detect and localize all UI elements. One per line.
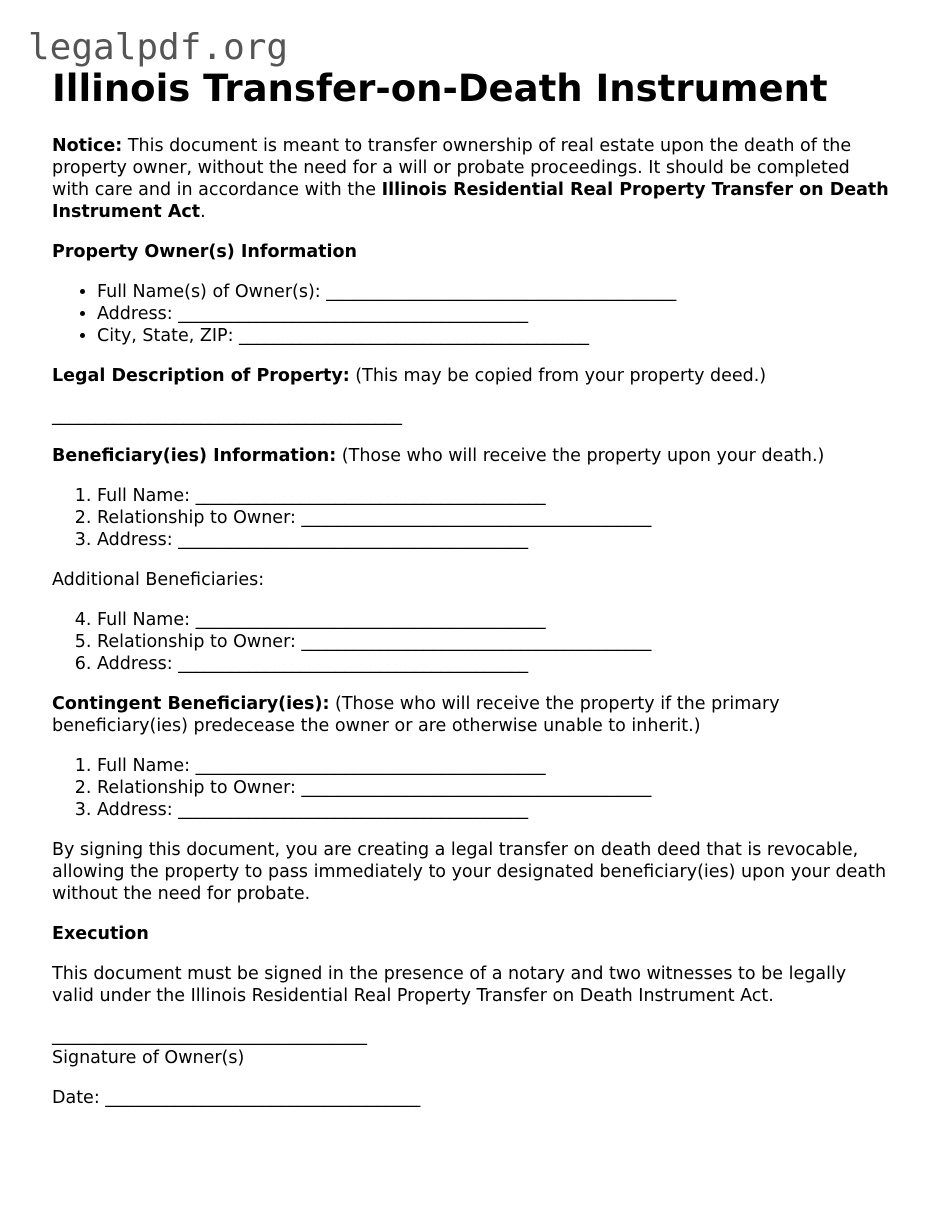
legal-description-note: (This may be copied from your property deed.) — [349, 366, 767, 386]
execution-paragraph: This document must be signed in the presence of a notary and two witnesses to be legally valid under the Illinois Residential Real Property Transfer on Death Instrument Act. — [52, 964, 847, 1006]
additional-beneficiaries-label: Additional Beneficiaries: — [52, 570, 265, 590]
list-item: 1. Full Name: ________________________________________ — [97, 485, 892, 507]
notice-act-name: Illinois Residential Real Property Transfer on Death Instrument Act — [52, 180, 889, 222]
list-item: 1. Full Name: ________________________________________ — [97, 755, 892, 777]
contingent-label: Contingent Beneficiary(ies): — [52, 694, 330, 714]
owner-section-heading: Property Owner(s) Information — [52, 242, 358, 262]
legal-description-blank: ________________________________________ — [52, 406, 402, 426]
contingent-list — [52, 755, 892, 821]
beneficiaries-note: (Those who will receive the property upon your death.) — [336, 446, 825, 466]
signature-label: Signature of Owner(s) — [52, 1048, 245, 1068]
beneficiaries-paragraph — [52, 445, 892, 467]
legal-description-label: Legal Description of Property: — [52, 366, 350, 386]
legal-description-paragraph — [52, 365, 892, 387]
owner-info-list — [52, 281, 892, 347]
list-item: 2. Relationship to Owner: ________________________________________ — [97, 777, 892, 799]
date-line: Date: ____________________________________ — [52, 1088, 421, 1108]
notice-paragraph — [52, 135, 892, 223]
list-item: 2. Relationship to Owner: ________________________________________ — [97, 507, 892, 529]
list-item: 3. Address: ________________________________________ — [97, 799, 892, 821]
execution-heading: Execution — [52, 924, 149, 944]
watermark: legalpdf.org — [28, 27, 289, 68]
beneficiaries-list — [52, 485, 892, 551]
notice-label: Notice: — [52, 136, 123, 156]
signing-paragraph: By signing this document, you are creating a legal transfer on death deed that is revocable, allowing the property to pass immediately to your designated beneficiary(ies) upon your death without the need for probate. — [52, 840, 887, 904]
list-item: 5. Relationship to Owner: ________________________________________ — [97, 631, 892, 653]
list-item: • Address: ________________________________________ — [97, 303, 892, 325]
notice-period: . — [200, 202, 206, 222]
list-item: 6. Address: ________________________________________ — [97, 653, 892, 675]
contingent-paragraph — [52, 693, 892, 737]
document-page — [52, 66, 892, 1109]
additional-beneficiaries-list — [52, 609, 892, 675]
notice-text: This document is meant to transfer ownership of real estate upon the death of the property owner, without the need for a will or probate proceedings. It should be completed with care and in accordance with the — [52, 136, 852, 200]
list-item: 4. Full Name: ________________________________________ — [97, 609, 892, 631]
list-item: 3. Address: ________________________________________ — [97, 529, 892, 551]
document-title: Illinois Transfer-on-Death Instrument — [52, 67, 828, 110]
contingent-note: (Those who will receive the property if the primary beneficiary(ies) predecease the owner or are otherwise unable to inherit.) — [52, 694, 780, 736]
signature-blank: ____________________________________ — [52, 1026, 367, 1046]
list-item: • City, State, ZIP: ________________________________________ — [97, 325, 892, 347]
list-item: • Full Name(s) of Owner(s): ________________________________________ — [97, 281, 892, 303]
beneficiaries-label: Beneficiary(ies) Information: — [52, 446, 337, 466]
